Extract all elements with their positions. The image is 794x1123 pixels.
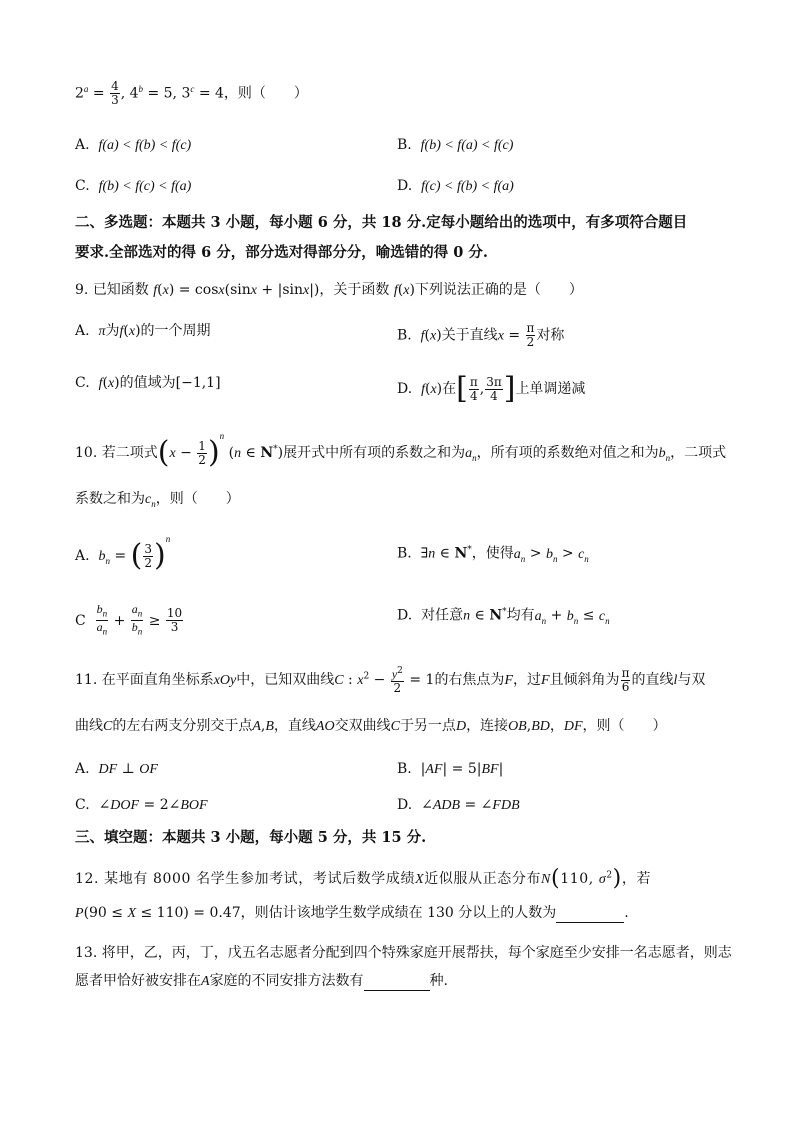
q11-option-d[interactable]: D. ∠ADB = ∠FDB xyxy=(397,797,520,813)
q12-stem-line1: 12. 某地有 8000 名学生参加考试，考试后数学成绩X近似服从正态分布N(110, $\sigma^2$)，若 xyxy=(75,866,652,891)
q8-then: ，则（ ） xyxy=(223,85,308,102)
q10-option-b[interactable]: B. ∃n ∈ N*，使得$a_n > b_n > c_n$ xyxy=(397,545,589,564)
q13-answer-blank[interactable] xyxy=(364,972,430,991)
q12-stem-line2: P(90 ≤ X ≤ 110) = 0.47，则估计该地学生数学成绩在 130 分以上的人数为 . xyxy=(75,905,629,921)
q10-option-c[interactable]: C $\frac{b_n}{a_n}$ + $\frac{a_n}{b_n}$ ≥ $\frac{10}{3}$ xyxy=(75,602,183,637)
q9-stem: 9. 已知函数 f(x) = cosx(sinx + |sinx|)，关于函数 f(x)下列说法正确的是（ ） xyxy=(75,282,583,298)
q12-answer-blank[interactable] xyxy=(556,904,624,923)
q9-option-b[interactable]: B. f(x)关于直线x = $\frac{\pi}{2}$ 对称 xyxy=(397,321,565,349)
q10-stem-line1: 10. 若二项式(x − $\frac{1}{2}$ )$^n$ (n ∈ N*)展开式中所有项的系数之和为$a_n$，所有项的系数绝对值之和为$b_n$，二项式 xyxy=(75,431,727,470)
q10-option-a[interactable]: A. $b_n$ = ( $\frac{3}{2}$ )$^n$ xyxy=(75,534,171,573)
q13-stem-line1: 13. 将甲，乙，丙，丁，戊五名志愿者分配到四个特殊家庭开展帮扶，每个家庭至少安排一名志愿者，则志 xyxy=(75,945,732,961)
q8-option-b[interactable]: B. f(b) < f(a) < f(c) xyxy=(397,137,514,153)
q9-option-a[interactable]: A. π为f(x)的一个周期 xyxy=(75,323,211,339)
q8-option-d[interactable]: D. f(c) < f(b) < f(a) xyxy=(397,178,514,194)
q10-option-d[interactable]: D. 对任意n ∈ N*均有$a_n + b_n \le c_n$ xyxy=(397,607,610,626)
q8-option-c[interactable]: C. f(b) < f(c) < f(a) xyxy=(75,178,192,194)
section3-heading: 三、填空题：本题共 3 小题，每小题 5 分，共 15 分. xyxy=(75,829,427,846)
q8-condition: $2^a$ = $\frac{4}{3}$ , $4^b = 5$, $3^c = 4$，则（ ） xyxy=(75,79,308,108)
q9-option-d[interactable]: D. f(x)在[ $\frac{\pi}{4}$ , $\frac{3\pi}{4}$ ]上单调递减 xyxy=(397,371,586,406)
section2-heading-line2: 要求.全部选对的得 6 分，部分选对得部分分，喻选错的得 0 分. xyxy=(75,244,488,261)
q9-option-c[interactable]: C. f(x)的值域为[−1,1] xyxy=(75,375,221,391)
q11-option-b[interactable]: B. |AF| = 5|BF| xyxy=(397,761,504,777)
q10-stem-line2: 系数之和为$c_n$，则（ ） xyxy=(75,491,240,509)
q11-option-c[interactable]: C. ∠DOF = 2∠BOF xyxy=(75,797,208,813)
q11-option-a[interactable]: A. DF ⊥ OF xyxy=(75,761,158,777)
section2-heading-line1: 二、多选题：本题共 3 小题，每小题 6 分，共 18 分.定每小题给出的选项中，有多项符合题目 xyxy=(75,214,688,231)
q11-stem-line2: 曲线C的左右两支分别交于点A,B，直线AO交双曲线C于另一点D，连接OB,BD，DF，则（ ） xyxy=(75,718,667,734)
q13-stem-line2: 愿者甲恰好被安排在A家庭的不同安排方法数有 种. xyxy=(75,973,449,989)
q11-stem-line1: 11. 在平面直角坐标系xOy中，已知双曲线C : $x^2$ − $\frac{y^2}{2}$ = 1的右焦点为F，过F且倾斜角为 $\frac{\pi}{6}$ 的直线l与双 xyxy=(75,665,706,695)
q8-option-a[interactable]: A. f(a) < f(b) < f(c) xyxy=(75,137,192,153)
